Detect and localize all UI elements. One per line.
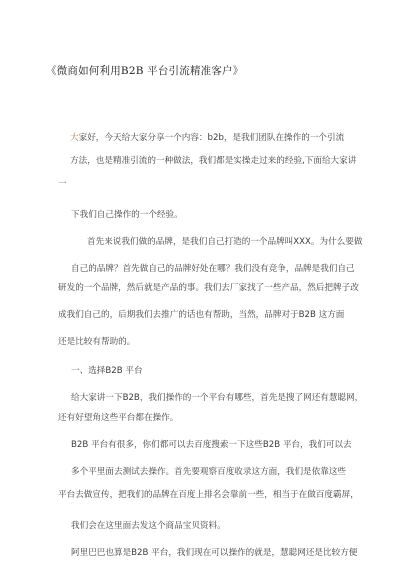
paragraph-line: 多个平里面去测试去操作。首先要观察百度收录这方面，我们是依靠这些 xyxy=(71,467,347,477)
paragraph-line: 研发的一个品牌，然后就是产品的事。我们去厂家找了一些产品，然后把牌子改 xyxy=(58,283,359,293)
paragraph-line: 首先来说我们做的品牌，是我们自己打造的一个品牌叫XXX。为什么要做 xyxy=(87,237,363,247)
first-character: 大 xyxy=(70,133,79,143)
paragraph-line: 还是比较有帮助的。 xyxy=(58,337,136,347)
section-heading: 一、选择B2B 平台 xyxy=(71,366,143,376)
document-title: 《微商如何利用B2B 平台引流精准客户》 xyxy=(46,65,244,77)
paragraph-line: 自己的品牌？首先做自己的品牌好处在哪？我们没有竞争，品牌是我们自己 xyxy=(71,264,355,274)
paragraph-line: B2B 平台有很多，你们都可以去百度搜索一下这些B2B 平台，我们可以去 xyxy=(71,440,352,450)
paragraph-line: 平台去做宣传，把我们的品牌在百度上排名会靠前一些，相当于在做百度霸屏， xyxy=(58,490,359,500)
paragraph-line: 大家好，今天给大家分享一个内容：b2b，是我们团队在操作的一个引流 xyxy=(70,133,345,143)
paragraph-line: 方法，也是精准引流的一种做法，我们都是实操走过来的经验,下面给大家讲 xyxy=(70,156,357,166)
paragraph-line: 下我们自己操作的一个经验。 xyxy=(71,210,183,220)
paragraph-line: 还有好望角这些平台都在操作。 xyxy=(58,413,179,423)
paragraph-line: 一 xyxy=(58,179,67,189)
paragraph-line: 成我们自己的，后期我们去推广的话也有帮助，当然，品牌对于B2B 这方面 xyxy=(58,310,345,320)
paragraph-line: 给大家讲一下B2B，我们操作的一个平台有哪些，首先是搜了网还有慧聪网， xyxy=(71,393,364,403)
paragraph-line: 阿里巴巴也算是B2B 平台，我们现在可以操作的就是，慧聪网还是比较方便 xyxy=(71,548,358,558)
paragraph-line: 我们会在这里面去发这个商品宝贝资料。 xyxy=(71,521,226,531)
